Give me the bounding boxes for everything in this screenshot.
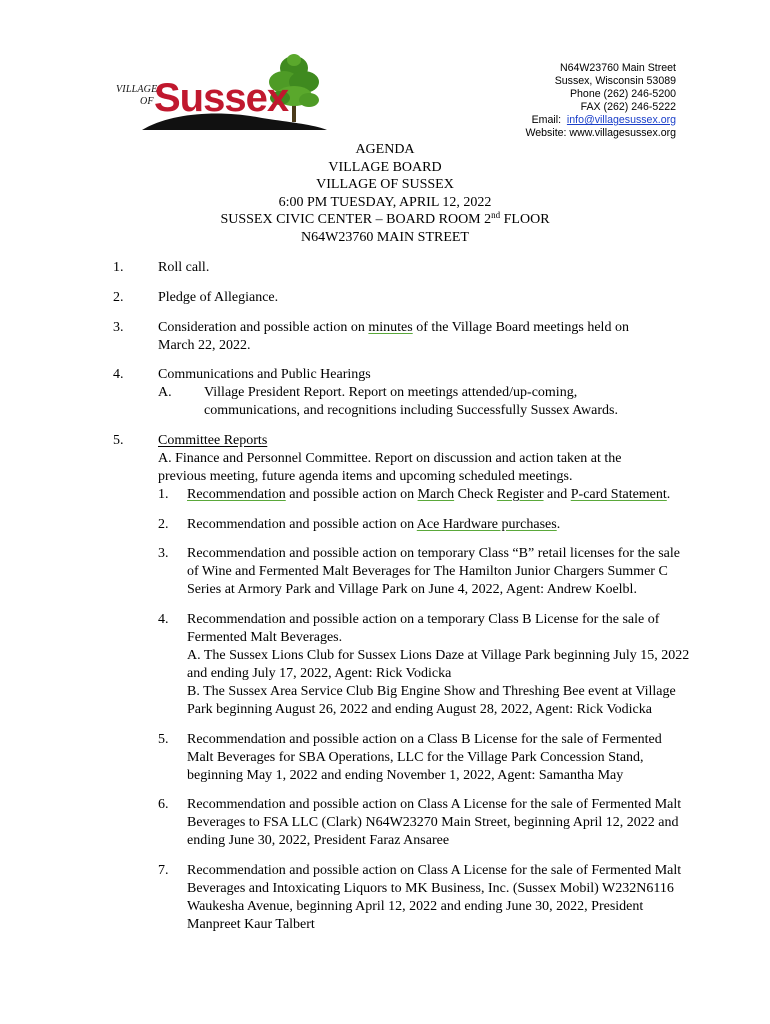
fsa-llc-line1: Recommendation and possible action on Class A License for the sale of Fermented Malt (187, 797, 682, 812)
pcard-statement-link[interactable]: P-card Statement (570, 487, 667, 502)
heading-village: VILLAGE OF SUSSEX (316, 177, 454, 193)
class-b-retail-line2: of Wine and Fermented Malt Beverages for The Hamilton Junior Chargers Summer C (187, 564, 668, 579)
ace-hardware-item: Recommendation and possible action on Ace Hardware purchases. (187, 517, 561, 532)
mk-business-line4: Manpreet Kaur Talbert (187, 917, 315, 932)
address-phone: Phone (262) 246-5200 (569, 88, 676, 100)
agenda-heading (0, 141, 770, 247)
sub-item-number: 2. (158, 517, 169, 532)
address-website: Website: www.villagesussex.org (525, 127, 676, 139)
class-b-retail-line1: Recommendation and possible action on temporary Class “B” retail licenses for the sale (187, 546, 680, 561)
item-communications-title: Communications and Public Hearings (158, 367, 371, 382)
finance-committee-line2: previous meeting, future agenda items and upcoming scheduled meetings. (158, 469, 573, 484)
mk-business-line1: Recommendation and possible action on Class A License for the sale of Fermented Malt (187, 863, 682, 878)
temp-class-b-line5: B. The Sussex Area Service Club Big Engine Show and Threshing Bee event at Village (187, 684, 676, 699)
fsa-llc-line2: Beverages to FSA LLC (Clark) N64W23270 Main Street, beginning April 12, 2022 and (187, 815, 679, 830)
fsa-llc-line3: ending June 30, 2022, President Faraz Ansaree (187, 833, 450, 848)
temp-class-b-line3: A. The Sussex Lions Club for Sussex Lions Daze at Village Park beginning July 15, 2022 (187, 648, 690, 663)
temp-class-b-line2: Fermented Malt Beverages. (187, 630, 343, 645)
sba-operations-line1: Recommendation and possible action on a Class B License for the sale of Fermented (187, 732, 662, 747)
logo-of-label: OF (140, 96, 154, 107)
village-logo (112, 54, 327, 132)
item-minutes-line1: Consideration and possible action on minutes of the Village Board meetings held on (158, 320, 629, 335)
item-number: 4. (113, 367, 124, 382)
address-street: N64W23760 Main Street (559, 62, 676, 74)
mk-business-line2: Beverages and Intoxicating Liquors to MK Business, Inc. (Sussex Mobil) W232N6116 (187, 881, 674, 896)
sub-item-number: A. (158, 385, 172, 400)
heading-location: SUSSEX CIVIC CENTER – BOARD ROOM 2nd FLOOR (220, 210, 550, 228)
ace-hardware-link[interactable]: Ace Hardware purchases (416, 517, 557, 532)
temp-class-b-line1: Recommendation and possible action on a temporary Class B License for the sale of (187, 612, 660, 627)
sub-item-number: 7. (158, 863, 169, 878)
president-report-line1: Village President Report. Report on meetings attended/up-coming, (204, 385, 578, 400)
finance-committee-line1: A. Finance and Personnel Committee. Report on discussion and action taken at the (158, 451, 622, 466)
address-fax: FAX (262) 246-5222 (580, 101, 676, 113)
president-report-line2: communications, and recognitions including Successfully Sussex Awards. (204, 403, 618, 418)
item-minutes-line2: March 22, 2022. (158, 338, 251, 353)
address-email-row (525, 114, 676, 127)
heading-agenda: AGENDA (355, 142, 415, 157)
item-pledge: Pledge of Allegiance. (158, 290, 279, 305)
sub-item-number: 6. (158, 797, 169, 812)
temp-class-b-line6: Park beginning August 26, 2022 and ending August 28, 2022, Agent: Rick Vodicka (187, 702, 652, 717)
register-link[interactable]: Register (496, 487, 544, 502)
sba-operations-line3: beginning May 1, 2022 and ending November 1, 2022, Agent: Samantha May (187, 768, 624, 783)
heading-board: VILLAGE BOARD (328, 159, 442, 175)
sba-operations-line2: Malt Beverages for SBA Operations, LLC for the Village Park Concession Stand, (187, 750, 644, 765)
address-block (525, 62, 676, 140)
logo-wordmark: Sussex (154, 76, 289, 120)
sub-item-number: 1. (158, 487, 169, 502)
sub-item-number: 5. (158, 732, 169, 747)
logo-village-label: VILLAGE (116, 84, 158, 95)
mk-business-line3: Waukesha Avenue, beginning April 12, 2022 and ending June 30, 2022, President (187, 899, 644, 914)
committee-reports-title: Committee Reports (158, 433, 268, 448)
item-number: 5. (113, 433, 124, 448)
item-number: 2. (113, 290, 124, 305)
sub-item-number: 3. (158, 546, 169, 561)
sub-item-number: 4. (158, 612, 169, 627)
class-b-retail-line3: Series at Armory Park and Village Park on June 4, 2022, Agent: Andrew Koelbl. (187, 582, 637, 597)
email-label: Email: (531, 114, 562, 126)
recommendation-link[interactable]: Recommendation (187, 487, 286, 502)
address-city: Sussex, Wisconsin 53089 (554, 75, 676, 87)
temp-class-b-line4: and ending July 17, 2022, Agent: Rick Vodicka (187, 666, 452, 681)
check-register-item: Recommendation and possible action on March Check Register and P-card Statement. (187, 487, 671, 502)
email-link[interactable]: info@villagesussex.org (566, 114, 676, 126)
minutes-link[interactable]: minutes (368, 320, 413, 335)
item-roll-call: Roll call. (158, 260, 210, 275)
heading-datetime: 6:00 PM TUESDAY, APRIL 12, 2022 (278, 194, 492, 210)
march-link[interactable]: March (417, 487, 455, 502)
item-number: 3. (113, 320, 124, 335)
heading-address: N64W23760 MAIN STREET (301, 229, 469, 245)
item-number: 1. (113, 260, 124, 275)
